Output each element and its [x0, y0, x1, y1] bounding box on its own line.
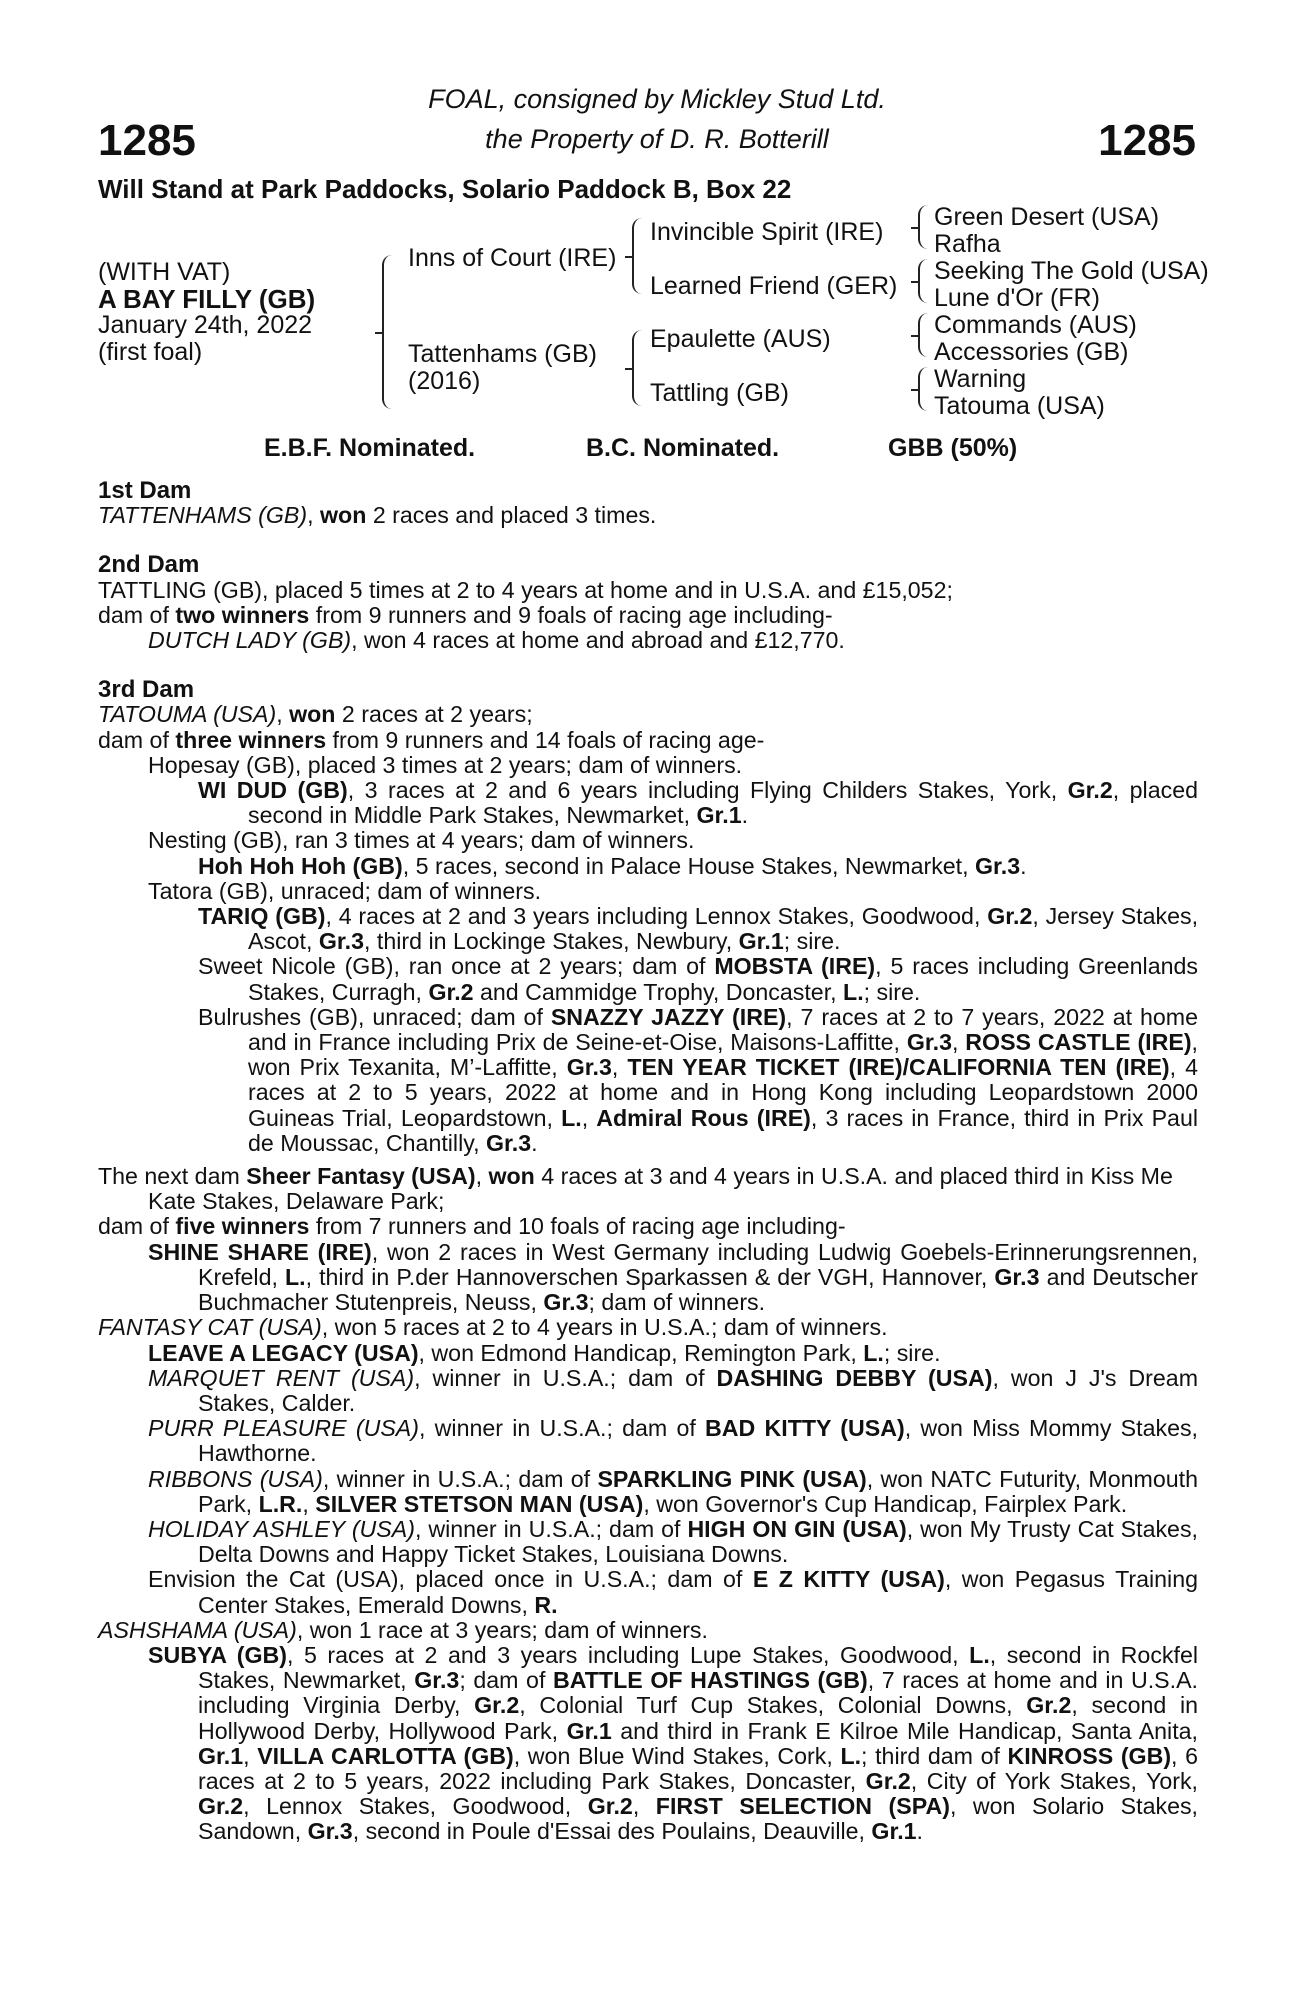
gbb-note: GBB (50%)	[888, 434, 1018, 462]
produce-entry: Tatora (GB), unraced; dam of winners.	[148, 877, 542, 904]
lot-name: A BAY FILLY (GB)	[98, 284, 316, 314]
dam: Tattenhams (GB)	[408, 340, 597, 368]
next-dam-produce	[98, 1240, 1198, 1845]
vat-note: (WITH VAT)	[98, 258, 231, 286]
produce-entry: RIBBONS (USA), winner in U.S.A.; dam of SPARKLING PINK (USA), won NATC Futurity, Monmouth Park, L.R., SILVER STETSON MAN (USA), won Governor's Cup Handicap, Fairplex Park.	[148, 1465, 1198, 1517]
second-dam-line-2: dam of two winners from 9 runners and 9 foals of racing age including-	[98, 601, 833, 628]
second-dam-produce: DUTCH LADY (GB), won 4 races at home and abroad and £12,770.	[148, 627, 845, 654]
ancestor-1: Green Desert (USA)	[934, 203, 1160, 231]
ancestor-6: Accessories (GB)	[934, 338, 1129, 366]
pedigree-brace-dam	[632, 330, 644, 406]
ancestor-4: Lune d'Or (FR)	[934, 284, 1100, 312]
produce-entry: FANTASY CAT (USA), won 5 races at 2 to 4 years in U.S.A.; dam of winners.	[98, 1314, 888, 1341]
ancestor-2: Rafha	[934, 230, 1001, 258]
produce-record	[98, 478, 1198, 1845]
stand-location: Will Stand at Park Paddocks, Solario Paddock B, Box 22	[98, 174, 792, 204]
produce-entry: Sweet Nicole (GB), ran once at 2 years; dam of MOBSTA (IRE), 5 races including Greenlands Stakes, Curragh, Gr.2 and Cammidge Trophy, Doncaster, L.; sire.	[198, 953, 1198, 1005]
second-dam-line-1: TATTLING (GB), placed 5 times at 2 to 4 years at home and in U.S.A. and £15,052;	[98, 576, 953, 603]
produce-entry: PURR PLEASURE (USA), winner in U.S.A.; dam of BAD KITTY (USA), won Miss Mommy Stakes, Hawthorne.	[148, 1415, 1199, 1467]
foaling-date: January 24th, 2022	[98, 311, 313, 339]
dam-dam: Tattling (GB)	[650, 379, 789, 407]
ancestor-8: Tatouma (USA)	[934, 392, 1105, 420]
produce-entry: ASHSHAMA (USA), won 1 race at 3 years; dam of winners.	[98, 1616, 708, 1643]
bc-nomination: B.C. Nominated.	[586, 434, 780, 462]
produce-entry: SUBYA (GB), 5 races at 2 and 3 years including Lupe Stakes, Goodwood, L., second in Rockfel Stakes, Newmarket, Gr.3; dam of BATTLE OF HASTINGS (GB), 7 races at home and in U.S.A. including Virginia Derby, Gr.2, Colonial Turf Cup Stakes, Colonial Downs, Gr.2, second in Hollywood Derby, Hollywood Park, Gr.1 and third in Frank E Kilroe Mile Handicap, Santa Anita, Gr.1, VILLA CARLOTTA (GB), won Blue Wind Stakes, Cork, L.; third dam of KINROSS (GB), 6 races at 2 to 5 years, 2022 including Park Stakes, Doncaster, Gr.2, City of York Stakes, York, Gr.2, Lennox Stakes, Goodwood, Gr.2, FIRST SELECTION (SPA), won Solario Stakes, Sandown, Gr.3, second in Poule d'Essai des Poulains, Deauville, Gr.1.	[148, 1641, 1199, 1845]
sire-dam: Learned Friend (GER)	[650, 272, 898, 300]
brace-g4	[918, 367, 928, 411]
produce-entry: WI DUD (GB), 3 races at 2 and 6 years including Flying Childers Stakes, York, Gr.2, placed second in Middle Park Stakes, Newmarket, Gr.1.	[198, 777, 1198, 829]
pedigree-brace-sire	[632, 218, 644, 294]
lot-number-left: 1285	[98, 116, 196, 165]
brace-g2	[918, 259, 928, 303]
brace-g1	[918, 205, 928, 249]
sire-sire: Invincible Spirit (IRE)	[650, 218, 884, 246]
produce-entry: MARQUET RENT (USA), winner in U.S.A.; dam of DASHING DEBBY (USA), won J J's Dream Stakes, Calder.	[148, 1364, 1199, 1416]
lot-number-right: 1285	[1098, 116, 1196, 165]
brace-g3	[918, 313, 928, 357]
third-dam-title: 3rd Dam	[98, 676, 195, 704]
third-dam-produce	[98, 753, 1198, 1156]
next-dam-intro: The next dam Sheer Fantasy (USA), won 4 races at 3 and 4 years in U.S.A. and placed third in Kiss Me Kate Stakes, Delaware Park;	[98, 1163, 1173, 1215]
produce-entry: TARIQ (GB), 4 races at 2 and 3 years including Lennox Stakes, Goodwood, Gr.2, Jersey Stakes, Ascot, Gr.3, third in Lockinge Stakes, Newbury, Gr.1; sire.	[198, 903, 1199, 955]
dam-sire: Epaulette (AUS)	[650, 325, 831, 353]
ebf-nomination: E.B.F. Nominated.	[264, 434, 476, 462]
next-dam-line-2: dam of five winners from 7 runners and 10 foals of racing age including-	[98, 1213, 846, 1240]
property-line: the Property of D. R. Botterill	[485, 124, 829, 154]
first-dam-line: TATTENHAMS (GB), won 2 races and placed 3 times.	[98, 502, 657, 529]
sire: Inns of Court (IRE)	[408, 244, 617, 272]
produce-entry: Envision the Cat (USA), placed once in U.S.A.; dam of E Z KITTY (USA), won Pegasus Training Center Stakes, Emerald Downs, R.	[148, 1566, 1198, 1618]
produce-entry: LEAVE A LEGACY (USA), won Edmond Handicap, Remington Park, L.; sire.	[148, 1339, 941, 1366]
foal-note: (first foal)	[98, 338, 203, 366]
produce-entry: Nesting (GB), ran 3 times at 4 years; dam of winners.	[148, 827, 695, 854]
consigned-line: FOAL, consigned by Mickley Stud Ltd.	[428, 84, 886, 114]
third-dam-line-1: TATOUMA (USA), won 2 races at 2 years;	[98, 701, 533, 728]
ancestor-3: Seeking The Gold (USA)	[934, 257, 1209, 285]
third-dam-line-2: dam of three winners from 9 runners and 14 foals of racing age-	[98, 726, 765, 753]
ancestor-7: Warning	[934, 365, 1027, 393]
produce-entry: SHINE SHARE (IRE), won 2 races in West Germany including Ludwig Goebels-Erinnerungsrennen, Krefeld, L., third in P.der Hannoverschen Sparkassen & der VGH, Hannover, Gr.3 and Deutscher Buchmacher Stutenpreis, Neuss, Gr.3; dam of winners.	[148, 1238, 1198, 1316]
pedigree-brace-main	[382, 255, 396, 409]
second-dam-title: 2nd Dam	[98, 551, 200, 579]
ancestor-5: Commands (AUS)	[934, 311, 1137, 339]
produce-entry: Hopesay (GB), placed 3 times at 2 years; dam of winners.	[148, 751, 743, 778]
produce-entry: HOLIDAY ASHLEY (USA), winner in U.S.A.; dam of HIGH ON GIN (USA), won My Trusty Cat Stakes, Delta Downs and Happy Ticket Stakes, Louisiana Downs.	[148, 1515, 1198, 1568]
produce-entry: Bulrushes (GB), unraced; dam of SNAZZY JAZZY (IRE), 7 races at 2 to 7 years, 2022 at home and in France including Prix de Seine-et-Oise, Maisons-Laffitte, Gr.3, ROSS CASTLE (IRE), won Prix Texanita, M’-Laffitte, Gr.3, TEN YEAR TICKET (IRE)/CALIFORNIA TEN (IRE), 4 races at 2 to 5 years, 2022 at home and in Hong Kong including Leopardstown 2000 Guineas Trial, Leopardstown, L., Admiral Rous (IRE), 3 races in France, third in Prix Paul de Moussac, Chantilly, Gr.3.	[198, 1003, 1199, 1156]
dam-year: (2016)	[408, 367, 481, 395]
produce-entry: Hoh Hoh Hoh (GB), 5 races, second in Palace House Stakes, Newmarket, Gr.3.	[198, 852, 1027, 879]
first-dam-title: 1st Dam	[98, 477, 192, 504]
